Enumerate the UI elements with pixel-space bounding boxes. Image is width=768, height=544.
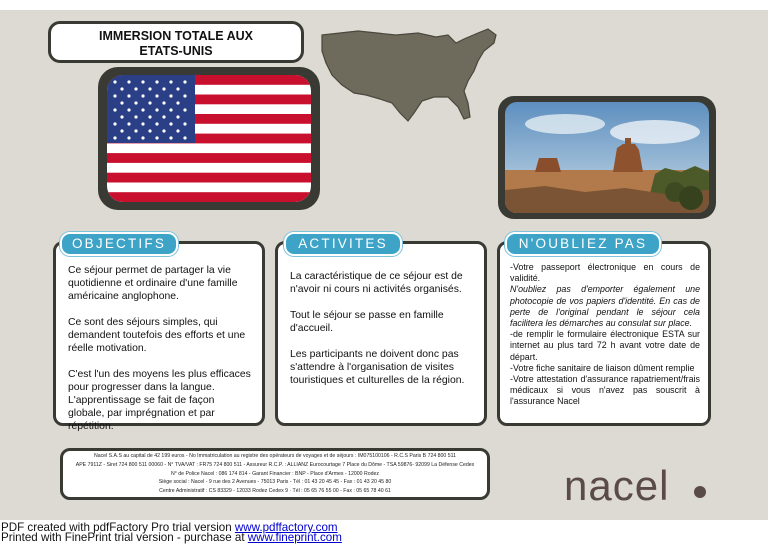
footer-line-6: N° d'urgence : 05 65 78 42 16 (24h/24 – 365 jrs/an) – A contacter en cas d'extrême urgence hors des horaires de bureaux. Def 12/12/13 <box>118 496 432 500</box>
legal-footer <box>60 448 490 500</box>
noubliez-line-2: N'oubliez pas d'emporter également une photocopie de vos papiers d'identité. En cas de perte de l'original pendant le séjour cela facilitera les démarches au consulat sur place. <box>510 284 700 329</box>
pdffactory-link[interactable]: www.pdffactory.com <box>234 521 338 534</box>
monument-valley-frame <box>498 96 716 219</box>
tab-activites: ACTIVITES <box>284 232 402 256</box>
pdf-notice-text-2: Printed with FinePrint trial version - purchase at <box>1 531 248 544</box>
monument-valley-photo <box>505 102 709 213</box>
footer-line-2: APE 7911Z - Siret 724 800 511 00060 - N° TVA/VAT : FR75 724 800 511 - Assureur R.C.P. : ALLIANZ Eurocourtage 7 Place du Dôme - TSA 59876- 92099 La Défense Cedex <box>75 461 475 468</box>
footer-line-3: N° de Police Nacel : 086 174 814 - Garant Financier : BNP - Place d'Armes - 12000 Rodez <box>171 470 379 477</box>
noubliez-line-3: -de remplir le formulaire électronique ESTA sur internet au plus tard 72 h avant votre date de départ. <box>510 329 700 362</box>
objectifs-paragraph-2: Ce sont des séjours simples, qui demandent toutefois des efforts et une réelle motivation. <box>68 317 246 354</box>
pdf-notice-line-2 <box>1 532 342 544</box>
activites-panel <box>275 241 487 426</box>
title-line-2: ETATS-UNIS <box>139 44 213 58</box>
objectifs-paragraph-3: C'est l'un des moyens les plus efficaces pour progresser dans la langue. L'apprentissage se fait de façon globale, par imprégnation et par répétition. <box>68 369 251 432</box>
activites-paragraph-1: La caractéristique de ce séjour est de n'avoir ni cours ni activités organisés. <box>290 271 463 295</box>
footer-line-1: Nacel S.A.S au capital de 42 199 euros - No Immatriculation au registre des opérateurs de voyages et de séjours : IM075100106 - R.C.S Paris B 724 800 511 <box>93 453 457 459</box>
noubliez-line-1: -Votre passeport électronique en cours de validité. <box>510 262 700 284</box>
pdf-notice-text-1: PDF created with pdfFactory Pro trial version <box>1 521 235 534</box>
page-title <box>48 21 304 63</box>
fineprint-link[interactable]: www.fineprint.com <box>247 531 342 544</box>
us-map-icon <box>318 25 508 125</box>
tab-noubliez-pas: N'OUBLIEZ PAS <box>505 232 661 256</box>
us-flag-frame <box>98 67 320 210</box>
objectifs-panel <box>53 241 265 432</box>
noubliez-line-4: -Votre fiche sanitaire de liaison dûment remplie <box>510 362 695 373</box>
activites-paragraph-3: Les participants ne doivent donc pas s'attendre à l'organisation de visites touristiques et culturelles de la région. <box>290 349 465 386</box>
nacel-logo-dot <box>694 486 706 498</box>
noubliez-panel <box>497 241 711 426</box>
activites-paragraph-2: Tout le séjour se passe en famille d'accueil. <box>290 310 444 334</box>
footer-line-5: Centre Administratif : CS 83329 - 12033 Rodez Cedex 9 · Tél : 05 65 76 55 00 - Fax : 05 65 78 40 61 <box>159 488 391 495</box>
noubliez-line-5: -Votre attestation d'assurance rapatriement/frais médicaux si vous n'avez pas souscrit à l'assurance Nacel <box>510 374 700 407</box>
us-flag-image <box>107 75 311 202</box>
objectifs-paragraph-1: Ce séjour permet de partager la vie quotidienne et ordinaire d'une famille américaine anglophone. <box>68 265 238 302</box>
title-line-1: IMMERSION TOTALE AUX <box>99 29 253 43</box>
tab-objectifs: OBJECTIFS <box>60 232 178 256</box>
footer-line-4: Siège social : Nacel - 9 rue des 2 Avenues - 75013 Paris - Tél : 01 43 20 45 45 - Fax : 01 43 20 45 80 <box>158 479 392 486</box>
nacel-logo: nacel <box>564 462 670 509</box>
